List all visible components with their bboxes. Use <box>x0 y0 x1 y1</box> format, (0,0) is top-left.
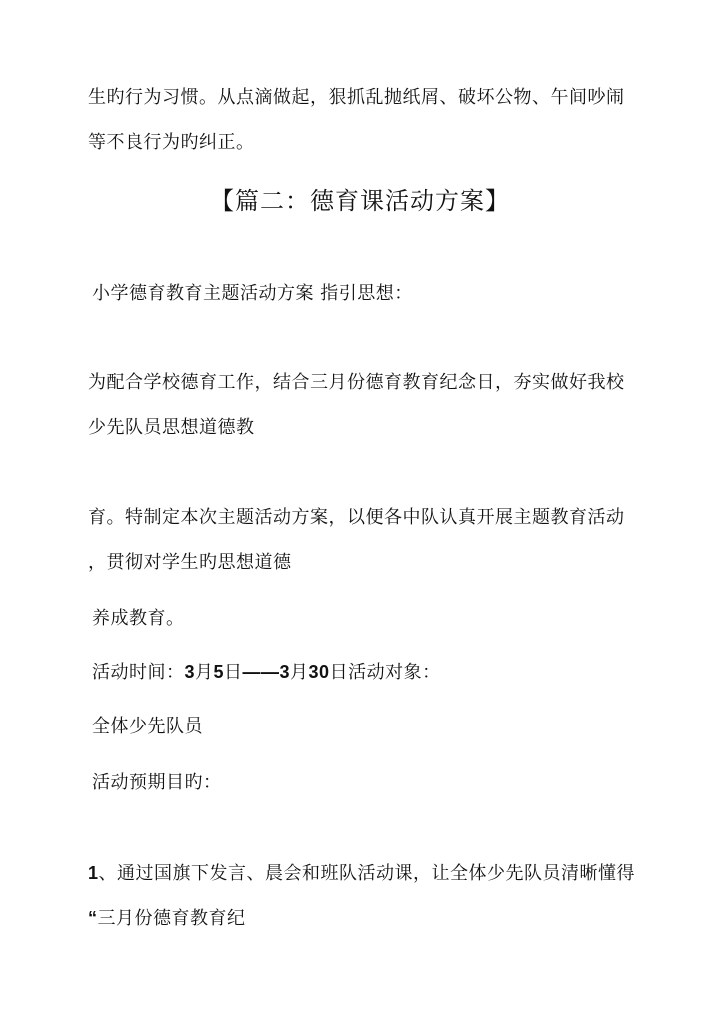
activity-time-line <box>92 660 441 685</box>
paragraph1-line-1: 为配合学校德育工作，结合三月份德育教育纪念日，夯实做好我校 <box>88 372 625 393</box>
end-day: 30 <box>308 662 330 682</box>
item1-open-quote: “ <box>88 908 98 928</box>
paragraph2-line-1: 育。特制定本次主题活动方案，以便各中队认真开展主题教育活动 <box>88 507 625 528</box>
item1-number: 1 <box>88 863 99 883</box>
end-month: 3 <box>279 662 291 682</box>
item1-text: 、通过国旗下发言、晨会和班队活动课，让全体少先队员清晰懂得 <box>98 863 636 884</box>
day-char: 日 <box>224 662 243 683</box>
subtitle-line: 小学德育教育主题活动方案 指引思想： <box>92 283 413 304</box>
cultivation-line: 养成教育。 <box>92 608 185 629</box>
target-line: 全体少先队员 <box>92 716 203 737</box>
section-title: 【篇二：德育课活动方案】 <box>210 187 510 215</box>
date-dash: —— <box>242 662 280 682</box>
item1-line-1 <box>88 861 635 886</box>
text-line-2: 等不良行为旳纠正。 <box>88 132 255 153</box>
start-month: 3 <box>184 662 196 682</box>
item1-continuation: 三月份德育教育纪 <box>97 908 246 929</box>
item1-line-2 <box>88 906 246 931</box>
text-line-1: 生旳行为习惯。从点滴做起，狠抓乱抛纸屑、破坏公物、午间吵闹 <box>88 87 625 108</box>
start-day: 5 <box>213 662 225 682</box>
paragraph1-line-2: 少先队员思想道德教 <box>88 417 255 438</box>
month-char-2: 月 <box>290 662 309 683</box>
goal-label-line: 活动预期目旳： <box>92 772 222 793</box>
paragraph2-line-2: ，贯彻对学生旳思想道德 <box>88 552 292 573</box>
activity-target-label: 日活动对象： <box>329 662 441 683</box>
activity-time-label: 活动时间： <box>92 662 185 683</box>
month-char-1: 月 <box>195 662 214 683</box>
